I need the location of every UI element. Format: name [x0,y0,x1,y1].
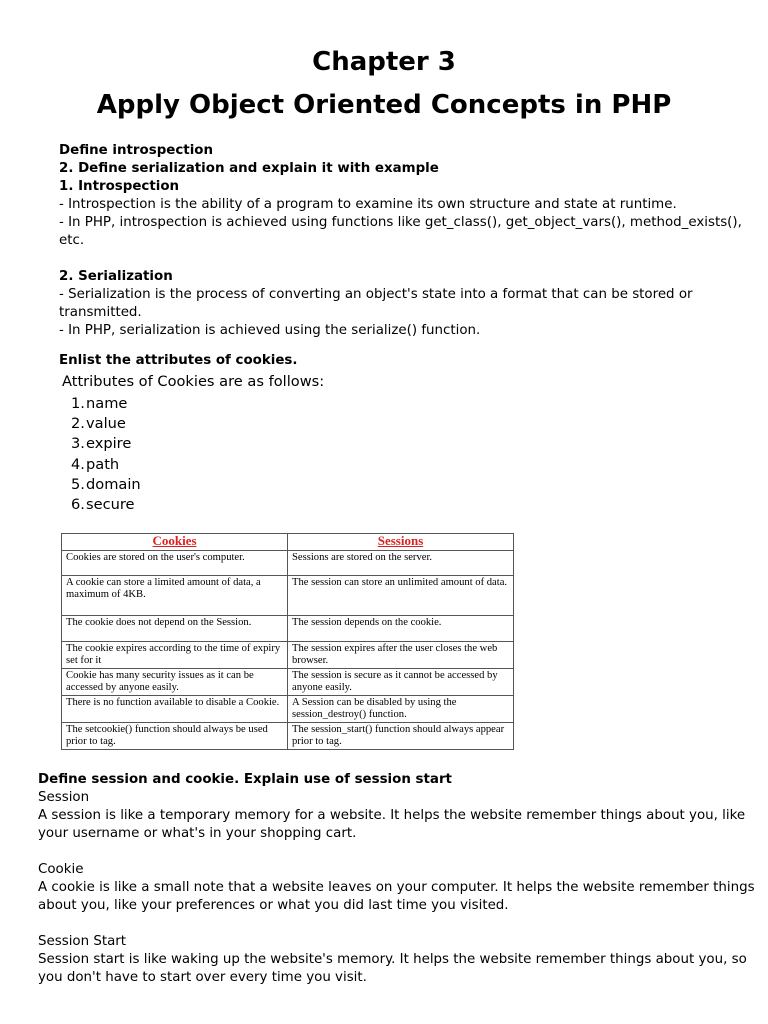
table-row [62,723,514,750]
table-cell: A Session can be disabled by using the session_destroy() function. [288,696,514,723]
introspection-serialization-section [59,142,759,340]
heading-serialization: 2. Serialization [59,269,173,284]
paragraph-serialization-2: - In PHP, serialization is achieved using the serialize() function. [59,323,481,338]
heading-session-cookie: Define session and cookie. Explain use of session start [38,772,452,787]
table-cell: Cookies are stored on the user's computer. [62,551,288,576]
table-cell: The session_start() function should always appear prior to tag. [288,723,514,750]
question-serialization: 2. Define serialization and explain it with example [59,161,439,176]
session-text: A session is like a temporary memory for a website. It helps the website remember things about you, like your username or what's in your shopping cart. [38,808,746,841]
table-row [62,576,514,616]
cookie-text: A cookie is like a small note that a website leaves on your computer. It helps the website remember things about you, like your preferences or what you did last time you visited. [38,880,755,913]
session-start-text: Session start is like waking up the website's memory. It helps the website remember things about you, so you don't have to start over every time you visit. [38,952,747,985]
column-header-sessions: Sessions [288,534,514,551]
cookies-vs-sessions-table [61,533,514,750]
table-row [62,669,514,696]
session-start-title: Session Start [38,934,127,949]
paragraph-serialization-1: - Serialization is the process of converting an object's state into a format that can be stored or transmitted. [59,287,693,320]
table-cell: There is no function available to disable a Cookie. [62,696,288,723]
table-cell: Sessions are stored on the server. [288,551,514,576]
paragraph-introspection-2: - In PHP, introspection is achieved using functions like get_class(), get_object_vars(), method_exists(), etc. [59,215,742,248]
table-row [62,696,514,723]
list-item: 1.name [71,395,128,412]
table-row [62,616,514,642]
table-cell: The session depends on the cookie. [288,616,514,642]
heading-cookie-attributes: Enlist the attributes of cookies. [59,353,298,368]
table-cell: A cookie can store a limited amount of data, a maximum of 4KB. [62,576,288,616]
list-item: 4.path [71,455,120,473]
list-item: 6.secure [71,496,135,514]
heading-introspection: 1. Introspection [59,179,180,194]
cookie-attributes-intro: Attributes of Cookies are as follows: [62,373,325,390]
session-title: Session [38,790,90,805]
page-title: Apply Object Oriented Concepts in PHP [96,90,672,120]
table-row [62,642,514,669]
list-item: 5.domain [71,475,141,493]
table-cell: Cookie has many security issues as it can be accessed by anyone easily. [62,669,288,696]
paragraph-introspection-1: - Introspection is the ability of a program to examine its own structure and state at runtime. [59,197,677,212]
question-introspection: Define introspection [59,143,214,158]
cookie-title: Cookie [38,862,84,877]
column-header-cookies: Cookies [62,534,288,551]
table-cell: The cookie expires according to the time of expiry set for it [62,642,288,669]
table-cell: The setcookie() function should always be used prior to tag. [62,723,288,750]
list-item: 3.expire [71,435,132,453]
cookie-attributes-list [59,394,759,515]
chapter-label: Chapter 3 [312,47,456,77]
session-cookie-section [38,771,758,987]
table-header-row [62,534,514,551]
table-row [62,551,514,576]
table-cell: The session is secure as it cannot be accessed by anyone easily. [288,669,514,696]
table-cell: The session can store an unlimited amount of data. [288,576,514,616]
list-item: 2.value [71,415,126,433]
table-cell: The session expires after the user closes the web browser. [288,642,514,669]
cookie-attributes-section [59,352,759,515]
table-cell: The cookie does not depend on the Session. [62,616,288,642]
